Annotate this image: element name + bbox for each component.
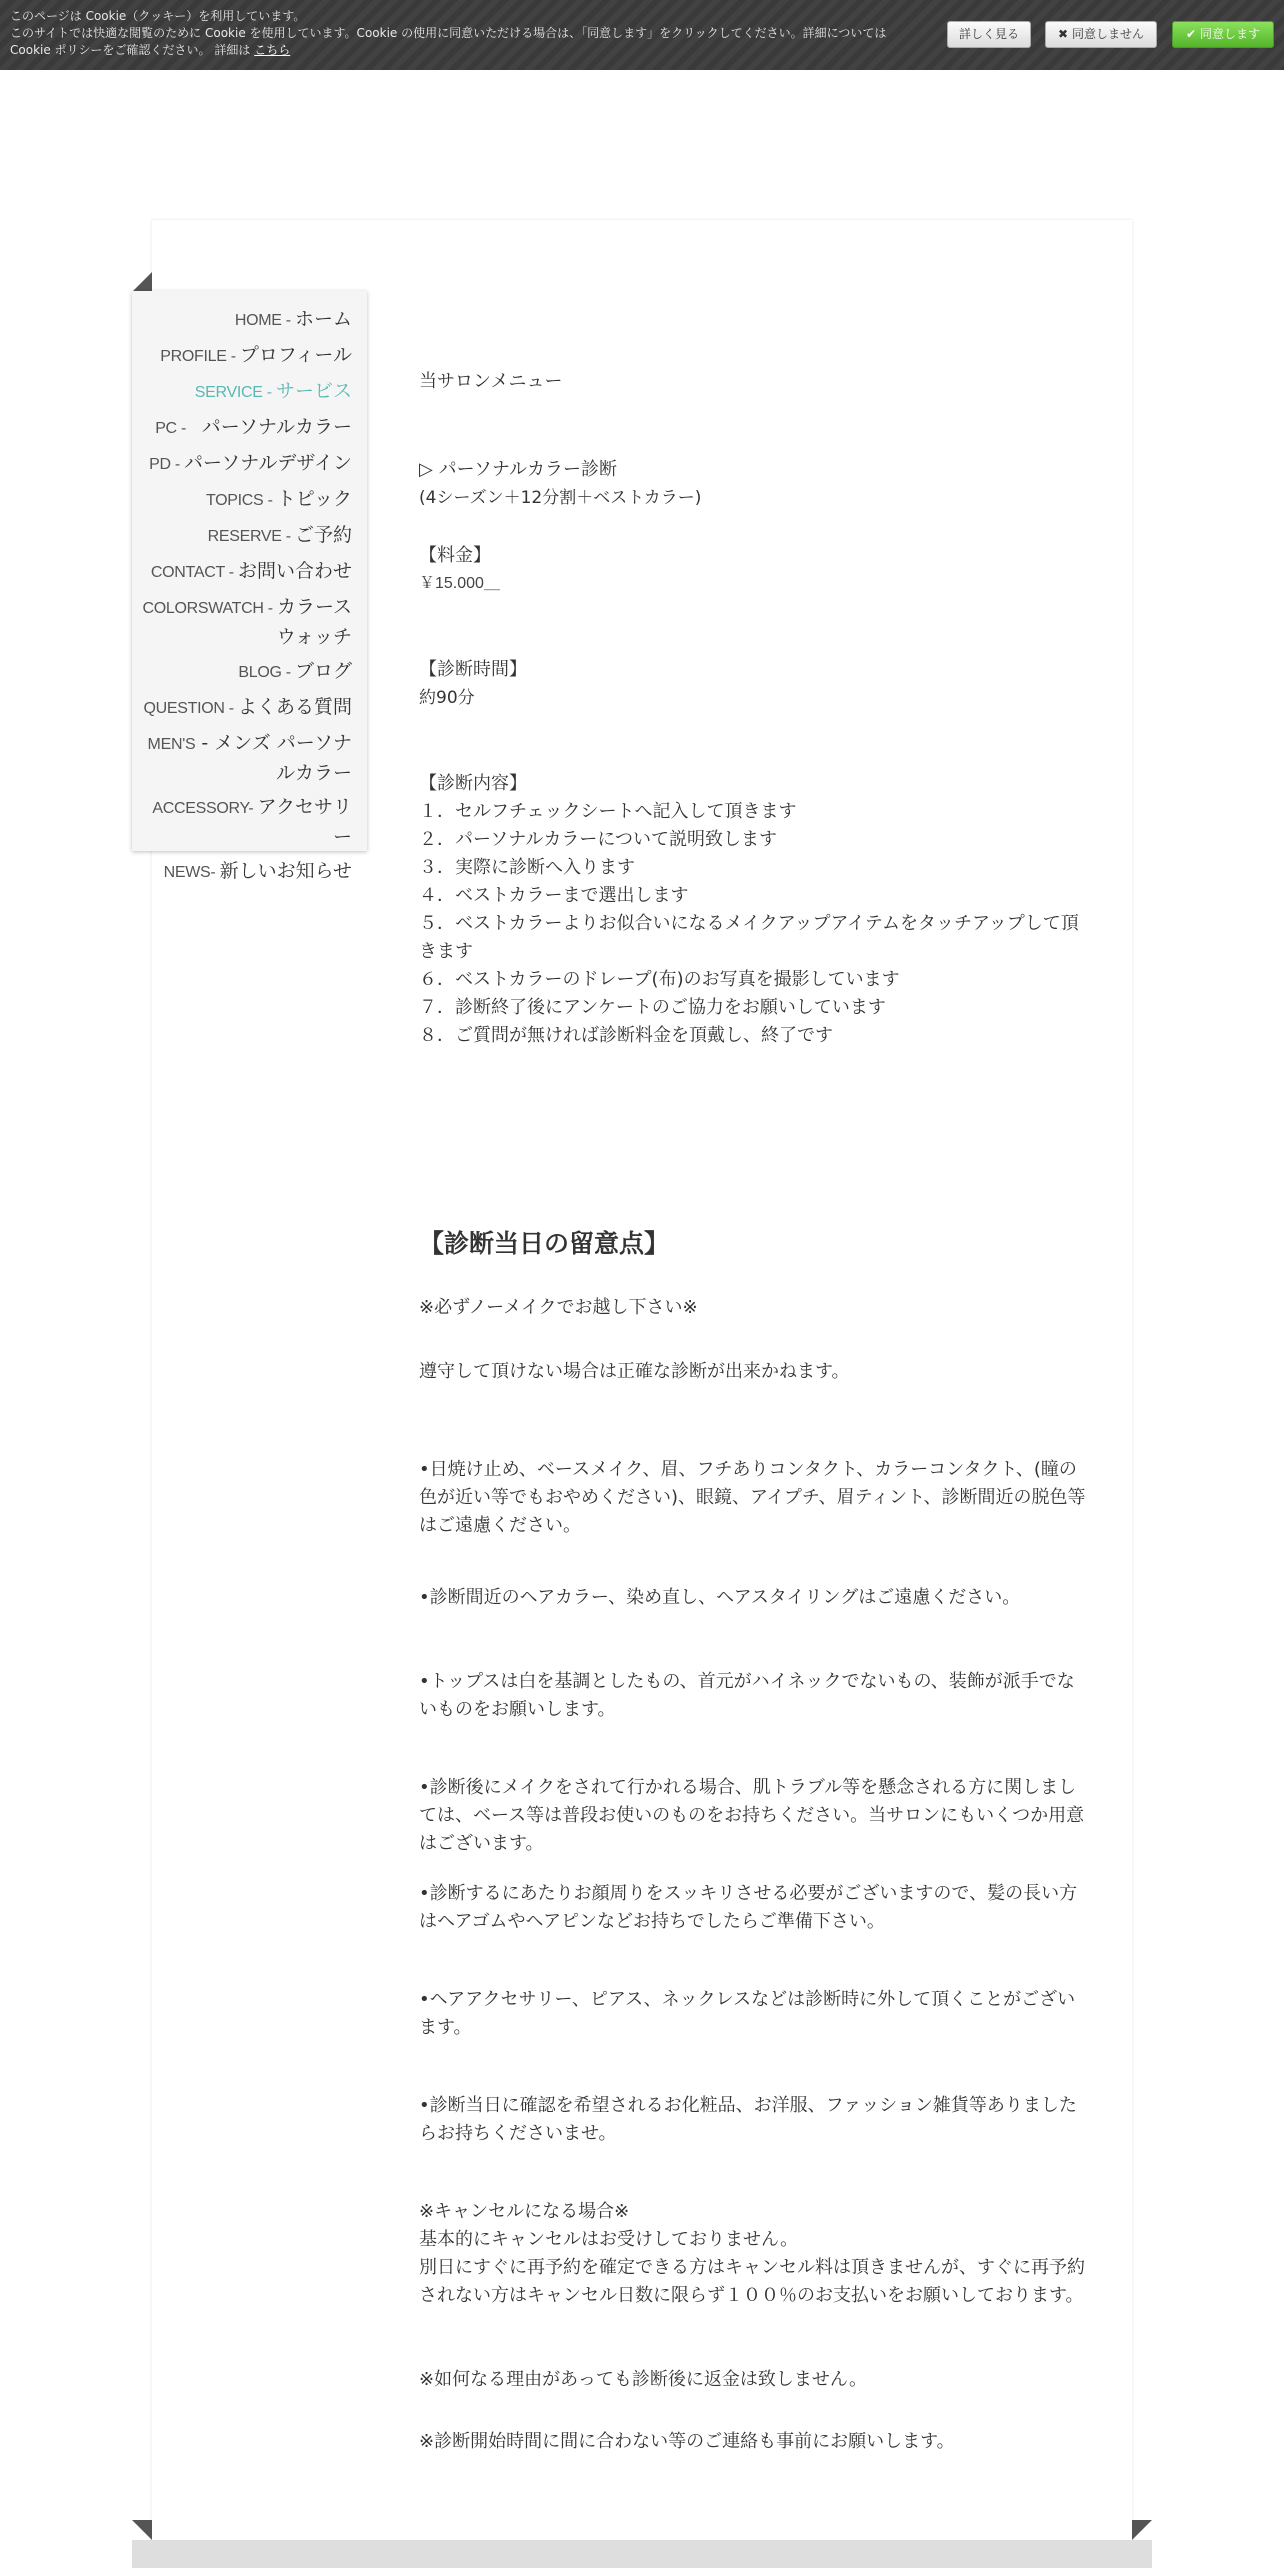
service-name: ▷ パーソナルカラー診断 bbox=[419, 459, 617, 480]
note-item: •ヘアアクセサリー、ピアス、ネックレスなどは診断時に外して頂くことがございます。 bbox=[419, 1989, 1076, 2038]
step-item: ５．ベストカラーよりお似合いになるメイクアップアイテムをタッチアップして頂きます bbox=[419, 913, 1079, 962]
nav-item-en: NEWS- bbox=[163, 864, 220, 881]
nav-item-jp: プロフィール bbox=[239, 344, 352, 366]
nav-item-personal-color[interactable] bbox=[142, 413, 352, 443]
ribbon-corner-top-left bbox=[132, 272, 152, 292]
cookie-line-2: このサイトでは快適な閲覧のために Cookie を使用しています。Cookie の使用に同意いただける場合は、「同意します」をクリックしてください。詳細については Cookie ポリシーをご確認ください。 詳細は bbox=[10, 26, 887, 57]
nav-item-home[interactable] bbox=[142, 305, 352, 335]
time-value: 約90分 bbox=[419, 688, 475, 708]
nav-item-colorswatch[interactable] bbox=[142, 593, 352, 651]
nav-item-en: PC - bbox=[155, 420, 202, 437]
nav-item-jp: サービス bbox=[275, 380, 352, 402]
nav-item-en: TOPICS - bbox=[205, 492, 277, 509]
time-heading: 【診断時間】 bbox=[419, 659, 527, 680]
ribbon-corner-bottom-left bbox=[132, 2520, 152, 2540]
nav-item-en: PD - bbox=[149, 456, 185, 473]
no-makeup-subtext: 遵守して頂けない場合は正確な診断が出来かねます。 bbox=[419, 1361, 850, 1382]
no-makeup-notice: ※必ずノーメイクでお越し下さい※ bbox=[419, 1297, 698, 1318]
nav-item-en: SERVICE - bbox=[194, 384, 276, 401]
nav-item-jp: ホーム bbox=[294, 308, 352, 330]
nav-item-accessory[interactable] bbox=[142, 793, 352, 851]
cancel-policy bbox=[419, 2198, 1089, 2310]
step-item: ４．ベストカラーまで選出します bbox=[419, 885, 689, 906]
nav-item-jp: 新しいお知らせ bbox=[219, 860, 352, 882]
close-icon: ✖ bbox=[1057, 27, 1069, 41]
footer-bar bbox=[132, 2540, 1152, 2568]
step-item: １．セルフチェックシートへ記入して頂きます bbox=[419, 801, 797, 822]
nav-item-jp: ブログ bbox=[294, 660, 352, 682]
cookie-message bbox=[10, 8, 925, 59]
nav-item-en: CONTACT - bbox=[150, 564, 238, 581]
ribbon-corner-bottom-right bbox=[1132, 2520, 1152, 2540]
cookie-details-button[interactable]: 詳しく見る bbox=[947, 21, 1031, 48]
steps-list bbox=[419, 798, 1089, 1050]
note-item: •日焼け止め、ベースメイク、眉、フチありコンタクト、カラーコンタクト、(瞳の色が近い等でもおやめください)、眼鏡、アイプチ、眉ティント、診断間近の脱色等はご遠慮ください。 bbox=[419, 1459, 1086, 1536]
step-item: ２．パーソナルカラーについて説明致します bbox=[419, 829, 778, 850]
nav-item-blog[interactable] bbox=[142, 657, 352, 687]
step-item: ７．診断終了後にアンケートのご協力をお願いしています bbox=[419, 997, 886, 1018]
nav-item-jp: アクセサリー bbox=[257, 796, 352, 848]
nav-item-en: PROFILE - bbox=[160, 348, 240, 365]
note-item: •診断するにあたりお顔周りをスッキリさせる必要がございますので、髪の長い方はヘアゴムやヘアピンなどお持ちでしたらご準備下さい。 bbox=[419, 1883, 1078, 1932]
nav-item-jp: よくある質問 bbox=[237, 696, 352, 718]
content-heading: 【診断内容】 bbox=[419, 773, 527, 794]
note-item: •診断間近のヘアカラー、染め直し、ヘアスタイリングはご遠慮ください。 bbox=[419, 1587, 1021, 1608]
nav-item-reserve[interactable] bbox=[142, 521, 352, 551]
nav-item-jp: お問い合わせ bbox=[237, 560, 352, 582]
nav-item-profile[interactable] bbox=[142, 341, 352, 371]
nav-item-en: ACCESSORY- bbox=[152, 800, 258, 817]
cancel-text: 基本的にキャンセルはお受けしておりません。 bbox=[419, 2229, 799, 2250]
nav-item-personal-design[interactable] bbox=[142, 449, 352, 479]
nav-item-jp: ご予約 bbox=[294, 524, 352, 546]
nav-item-jp: - メンズ パーソナルカラー bbox=[195, 732, 352, 784]
late-notice: ※診断開始時間に間に合わない等のご連絡も事前にお願いします。 bbox=[419, 2431, 955, 2452]
nav-item-en: RESERVE - bbox=[207, 528, 295, 545]
cookie-banner bbox=[0, 0, 1284, 70]
nav-item-jp: パーソナルカラー bbox=[201, 416, 352, 438]
note-item: •トップスは白を基調としたもの、首元がハイネックでないもの、装飾が派手でないものをお願いします。 bbox=[419, 1671, 1075, 1720]
refund-notice: ※如何なる理由があっても診断後に返金は致しません。 bbox=[419, 2369, 867, 2390]
nav-item-jp: パーソナルデザイン bbox=[184, 452, 352, 474]
cookie-decline-label: 同意しません bbox=[1072, 27, 1145, 41]
nav-item-question[interactable] bbox=[142, 693, 352, 723]
nav-item-mens[interactable] bbox=[142, 729, 352, 787]
cookie-policy-link[interactable]: こちら bbox=[254, 43, 291, 57]
nav-item-contact[interactable] bbox=[142, 557, 352, 587]
nav-item-jp: トピック bbox=[276, 488, 352, 510]
sidebar-nav bbox=[132, 291, 367, 882]
service-subtitle: (4シーズン＋12分割＋ベストカラー) bbox=[419, 488, 702, 508]
step-item: ３．実際に診断へ入ります bbox=[419, 857, 635, 878]
cookie-accept-button[interactable] bbox=[1172, 21, 1274, 48]
nav-item-en: MEN'S bbox=[147, 736, 196, 753]
fee-heading: 【料金】 bbox=[419, 545, 491, 566]
fee-value: ￥15.000＿ bbox=[419, 575, 500, 592]
nav-item-en: QUESTION - bbox=[143, 700, 238, 717]
note-item: •診断当日に確認を希望されるお化粧品、お洋服、ファッション雑貨等ありましたらお持ちくださいませ。 bbox=[419, 2095, 1077, 2144]
nav-item-service[interactable] bbox=[142, 377, 352, 407]
nav-item-news[interactable] bbox=[142, 857, 352, 887]
cancel-heading: ※キャンセルになる場合※ bbox=[419, 2201, 630, 2222]
cancel-text: 別日にすぐに再予約を確定できる方はキャンセル料は頂きませんが、すぐに再予約されない方はキャンセル日数に限らず１００％のお支払いをお願いしております。 bbox=[419, 2257, 1085, 2306]
cookie-line-1: このページは Cookie（クッキー）を利用しています。 bbox=[10, 9, 306, 23]
nav-item-topics[interactable] bbox=[142, 485, 352, 515]
nav-item-en: HOME - bbox=[234, 312, 295, 329]
step-item: ６．ベストカラーのドレープ(布)のお写真を撮影しています bbox=[419, 969, 900, 990]
menu-title: 当サロンメニュー bbox=[419, 371, 563, 392]
note-item: •診断後にメイクをされて行かれる場合、肌トラブル等を懸念される方に関しましては、ベース等は普段お使いのものをお持ちください。当サロンにもいくつか用意はございます。 bbox=[419, 1777, 1085, 1854]
nav-item-jp: カラースウォッチ bbox=[276, 596, 352, 648]
nav-item-en: COLORSWATCH - bbox=[142, 600, 277, 617]
step-item: ８．ご質問が無ければ診断料金を頂戴し、終了です bbox=[419, 1025, 833, 1046]
nav-item-en: BLOG - bbox=[238, 664, 295, 681]
check-icon: ✔ bbox=[1185, 27, 1197, 41]
cookie-decline-button[interactable] bbox=[1045, 21, 1157, 48]
cookie-accept-label: 同意します bbox=[1200, 27, 1261, 41]
notes-heading: 【診断当日の留意点】 bbox=[419, 1229, 670, 1258]
